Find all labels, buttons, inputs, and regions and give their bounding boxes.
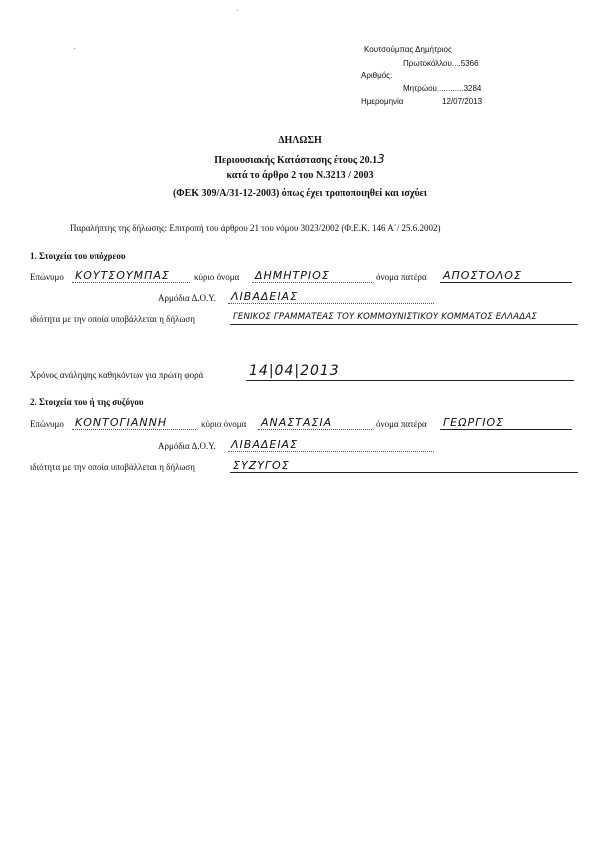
s2-surname-field[interactable] — [72, 416, 196, 430]
law-reference: κατά το άρθρο 2 του Ν.3213 / 2003 — [226, 170, 374, 181]
s1-surname-field[interactable] — [72, 269, 190, 283]
s1-first-name-field[interactable] — [252, 269, 372, 283]
s2-capacity-label: ιδιότητα με την οποία υποβάλλεται η δήλωση — [30, 462, 195, 472]
recipient-line: Παραλήπτης της δήλωσης: Επιτροπή του άρθρου 21 του νόμου 3023/2002 (Φ.Ε.Κ. 146 Α΄/ 25.6.2002) — [70, 223, 441, 233]
handwritten-year-digit: 3 — [377, 152, 386, 166]
declarant-name: Κουτσούμπας Δημήτριος — [364, 45, 452, 54]
s1-tax-office-value: ΛΙΒΑΔΕΙΑΣ — [231, 290, 299, 303]
s1-first-name-value: ΔΗΜΗΤΡΙΟΣ — [255, 269, 330, 282]
document-subtitle — [0, 152, 600, 166]
s1-surname-label: Επώνυμο — [30, 272, 64, 282]
s1-capacity-label: ιδιότητα με την οποία υποβάλλεται η δήλωση — [30, 314, 195, 324]
scan-speck — [74, 48, 75, 49]
protocol-number: Πρωτοκόλλου....5366 — [403, 59, 479, 68]
s2-capacity-value: ΣΥΖΥΓΟΣ — [233, 459, 290, 472]
s2-first-name-label: κύριο όνομα — [201, 419, 247, 429]
s2-surname-value: ΚΟΝΤΟΓΙΑΝΝΗ — [75, 416, 168, 429]
section2-heading: 2. Στοιχεία του ή της συζύγου — [30, 397, 144, 407]
s1-tax-office-field[interactable] — [228, 290, 434, 304]
scan-speck — [237, 10, 238, 11]
s2-father-label: όνομα πατέρα — [376, 419, 427, 429]
date-label: Ημερομηνία — [361, 97, 404, 106]
gazette-reference: (ΦΕΚ 309/Α/31-12-2003) όπως έχει τροποποιηθεί και ισχύει — [172, 188, 428, 199]
s1-capacity-field[interactable] — [230, 311, 578, 325]
s2-surname-label: Επώνυμο — [30, 419, 64, 429]
duty-start-value: 14|04|2013 — [249, 363, 340, 379]
s2-father-field[interactable] — [440, 416, 572, 430]
s2-first-name-field[interactable] — [258, 416, 372, 430]
date-value: 12/07/2013 — [442, 97, 483, 106]
duty-start-label: Χρόνος ανάληψης καθηκόντων για πρώτη φορά — [30, 370, 204, 380]
section1-heading: 1. Στοιχεία του υπόχρεου — [30, 251, 126, 261]
s2-capacity-field[interactable] — [230, 459, 578, 473]
s1-father-value: ΑΠΟΣΤΟΛΟΣ — [443, 269, 522, 282]
s2-tax-office-label: Αρμόδια Δ.Ο.Υ. — [158, 441, 216, 451]
s2-father-value: ΓΕΩΡΓΙΟΣ — [443, 416, 505, 429]
s1-tax-office-label: Αρμόδια Δ.Ο.Υ. — [158, 293, 216, 303]
duty-start-field[interactable] — [246, 363, 574, 381]
subtitle-text: Περιουσιακής Κατάστασης έτους 20.1 — [214, 155, 378, 166]
document-title: ΔΗΛΩΣΗ — [278, 135, 322, 146]
s1-father-label: όνομα πατέρα — [376, 272, 427, 282]
s1-first-name-label: κύριο όνομα — [194, 272, 240, 282]
s1-father-field[interactable] — [440, 269, 572, 283]
s1-capacity-value: ΓΕΝΙΚΟΣ ΓΡΑΜΜΑΤΕΑΣ ΤΟΥ ΚΟΜΜΟΥΝΙΣΤΙΚΟΥ ΚΟΜΜΑΤΟΣ ΕΛΛΑΔΑΣ — [233, 312, 537, 322]
s2-tax-office-field[interactable] — [228, 438, 434, 452]
number-label: Αριθμός: — [361, 71, 393, 80]
s1-surname-value: ΚΟΥΤΣΟΥΜΠΑΣ — [75, 269, 170, 282]
s2-tax-office-value: ΛΙΒΑΔΕΙΑΣ — [231, 438, 299, 451]
s2-first-name-value: ΑΝΑΣΤΑΣΙΑ — [261, 416, 333, 429]
registry-number: Μητρώου............3284 — [403, 84, 482, 93]
